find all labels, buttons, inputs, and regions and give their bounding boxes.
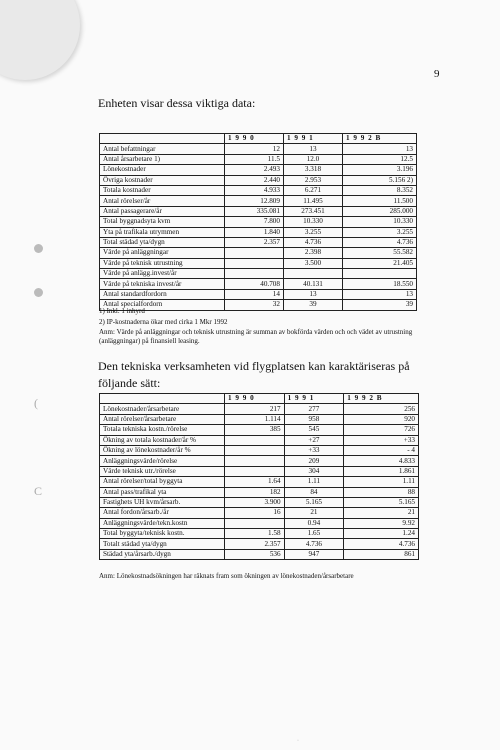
table-row <box>100 477 419 487</box>
row-label: Anläggningsvärde/tekn.kostn <box>100 518 225 528</box>
table-cell: 1.65 <box>284 529 344 539</box>
table-cell: 12.5 <box>342 154 416 164</box>
table-cell: 4.736 <box>342 237 416 247</box>
table-cell: 4.833 <box>344 456 419 466</box>
table-row <box>100 425 419 435</box>
table-row <box>100 237 417 247</box>
table-row <box>100 217 417 227</box>
row-label: Total byggnadsyta kvm <box>100 217 225 227</box>
row-label: Totalt städad yta/dygn <box>100 539 225 549</box>
row-label: Värde på anläggningar <box>100 248 225 258</box>
table-cell: 21.405 <box>342 258 416 268</box>
row-label: Antal pass/trafikal yta <box>100 487 225 497</box>
column-header: 1 9 9 2 B <box>344 394 419 404</box>
row-label: Antal rörelser/total byggyta <box>100 477 225 487</box>
table-cell: 10.330 <box>342 217 416 227</box>
table-cell: 861 <box>344 549 419 559</box>
row-label: Värde på teknisk utrustning <box>100 258 225 268</box>
table-cell: 385 <box>225 425 285 435</box>
table-cell: 13 <box>283 144 342 154</box>
row-label: Totala tekniska kostn./rörelse <box>100 425 225 435</box>
table-cell <box>225 456 285 466</box>
table-cell: 88 <box>344 487 419 497</box>
row-label: Antal specialfordorn <box>100 300 225 310</box>
table-cell: 2.953 <box>283 175 342 185</box>
table-cell <box>225 466 285 476</box>
table-row <box>100 144 417 154</box>
table-cell <box>225 518 285 528</box>
table-row <box>100 497 419 507</box>
table-cell: 2.493 <box>225 165 284 175</box>
table-cell: 335.081 <box>225 206 284 216</box>
table-cell: 182 <box>225 487 285 497</box>
table-cell: 1.64 <box>225 477 285 487</box>
column-header: 1 9 9 0 <box>225 394 285 404</box>
row-label: Övriga kostnader <box>100 175 225 185</box>
table-cell: 5.165 <box>284 497 344 507</box>
row-label: Städad yta/årsarb./dygn <box>100 549 225 559</box>
column-header: 1 9 9 1 <box>283 134 342 144</box>
table-cell: 304 <box>284 466 344 476</box>
table-cell: 4.736 <box>344 539 419 549</box>
table-cell: 1.861 <box>344 466 419 476</box>
table-cell <box>225 435 285 445</box>
table-cell: +33 <box>284 445 344 455</box>
table-cell <box>225 269 284 279</box>
table-cell <box>283 269 342 279</box>
table-cell: 39 <box>283 300 342 310</box>
row-label: Lönekostnader <box>100 165 225 175</box>
table-cell: 3.900 <box>225 497 285 507</box>
table-row <box>100 549 419 559</box>
table-cell: +27 <box>284 435 344 445</box>
table-cell: 4.736 <box>284 539 344 549</box>
table-row <box>100 414 419 424</box>
table-cell: 256 <box>344 404 419 414</box>
table-cell: 11.495 <box>283 196 342 206</box>
table-cell: 40.131 <box>283 279 342 289</box>
table-cell: 55.582 <box>342 248 416 258</box>
row-label: Ökning av totala kostnader/år % <box>100 435 225 445</box>
table-cell: 3.318 <box>283 165 342 175</box>
table-cell: 2.357 <box>225 539 285 549</box>
table-cell: 2.440 <box>225 175 284 185</box>
table-row <box>100 445 419 455</box>
table-cell: 40.708 <box>225 279 284 289</box>
table-cell: - 4 <box>344 445 419 455</box>
table-cell: 5.156 2) <box>342 175 416 185</box>
row-label: Total städad yta/dygn <box>100 237 225 247</box>
row-label: Fastighets UH kvm/årsarb. <box>100 497 225 507</box>
table-cell: 217 <box>225 404 285 414</box>
table-row <box>100 289 417 299</box>
table-cell <box>225 248 284 258</box>
table-cell: 1.24 <box>344 529 419 539</box>
edge-mark: ( <box>34 396 38 410</box>
table-cell: 0.94 <box>284 518 344 528</box>
row-label: Lönekostnader/årsarbetare <box>100 404 225 414</box>
table-row <box>100 165 417 175</box>
table-row <box>100 258 417 268</box>
table-cell: 8.352 <box>342 185 416 195</box>
table-cell <box>225 445 285 455</box>
footnote-1: 1) Inkl. 1 inhyrd <box>99 307 145 315</box>
table-cell: 84 <box>284 487 344 497</box>
table-cell: 2.357 <box>225 237 284 247</box>
column-header <box>100 394 225 404</box>
table-cell: 3.255 <box>342 227 416 237</box>
table-row <box>100 518 419 528</box>
table-cell: 11.500 <box>342 196 416 206</box>
table-cell: 1.58 <box>225 529 285 539</box>
table-row <box>100 185 417 195</box>
table-cell: 4.736 <box>283 237 342 247</box>
table-cell: 1.11 <box>284 477 344 487</box>
note-2: Anm: Lönekostnadsökningen har räknats fram som ökningen av lönekostnaden/årsarbetare <box>99 572 354 580</box>
section-heading-2: Den tekniska verksamheten vid flygplatsen kan karaktäriseras på följande sätt: <box>98 359 410 390</box>
column-header <box>100 134 225 144</box>
table-cell: 209 <box>284 456 344 466</box>
table-cell: 3.500 <box>283 258 342 268</box>
table-cell: 6.271 <box>283 185 342 195</box>
table-cell: 4.933 <box>225 185 284 195</box>
table-cell: 1.114 <box>225 414 285 424</box>
data-table-2 <box>99 393 419 560</box>
table-cell: 10.330 <box>283 217 342 227</box>
row-label: Antal fordon/årsarb./år <box>100 508 225 518</box>
table-cell <box>342 269 416 279</box>
data-table-1 <box>99 133 417 311</box>
edge-mark: C <box>34 484 43 498</box>
table-row <box>100 269 417 279</box>
punch-hole <box>34 288 43 297</box>
note-1: Anm: Värde på anläggningar och teknisk utrustning är summan av bokförda värden och och vädet av utrustning (anläggningar) på finansiell leasing. <box>99 328 413 345</box>
row-label: Antal befattningar <box>100 144 225 154</box>
table-row <box>100 487 419 497</box>
table-cell: 21 <box>284 508 344 518</box>
table-cell: 11.5 <box>225 154 284 164</box>
table-row <box>100 404 419 414</box>
table-cell: 39 <box>342 300 416 310</box>
table-row <box>100 466 419 476</box>
table-cell: 545 <box>284 425 344 435</box>
row-label: Yta på trafikala utrymmen <box>100 227 225 237</box>
table-header-row <box>100 134 417 144</box>
table-row <box>100 529 419 539</box>
table-cell: 277 <box>284 404 344 414</box>
table-cell: 1.11 <box>344 477 419 487</box>
section-heading-1: Enheten visar dessa viktiga data: <box>98 96 256 110</box>
table-cell: 947 <box>284 549 344 559</box>
table-row <box>100 435 419 445</box>
table-cell: 1.840 <box>225 227 284 237</box>
table-cell: 7.800 <box>225 217 284 227</box>
table-row <box>100 456 419 466</box>
row-label: Antal standardfordorn <box>100 289 225 299</box>
table-cell: 536 <box>225 549 285 559</box>
table-cell: 13 <box>342 289 416 299</box>
column-header: 1 9 9 2 B <box>342 134 416 144</box>
table-cell: 16 <box>225 508 285 518</box>
footnote-2: 2) IP-kostnaderna ökar med cirka 1 Mkr 1992 <box>99 318 228 326</box>
table-cell: 13 <box>283 289 342 299</box>
table-cell: 9.92 <box>344 518 419 528</box>
table-cell: 273.451 <box>283 206 342 216</box>
table-cell: 13 <box>342 144 416 154</box>
row-label: Antal rörelser/årsarbetare <box>100 414 225 424</box>
table-cell: 12.0 <box>283 154 342 164</box>
punch-hole <box>34 244 43 253</box>
table-cell: 32 <box>225 300 284 310</box>
row-label: Värde teknisk utr./rörelse <box>100 466 225 476</box>
row-label: Total byggyta/teknisk kostn. <box>100 529 225 539</box>
folded-corner <box>0 0 80 80</box>
column-header: 1 9 9 1 <box>284 394 344 404</box>
table-cell: 18.550 <box>342 279 416 289</box>
page-number: 9 <box>434 68 440 80</box>
row-label: Anläggningsvärde/rörelse <box>100 456 225 466</box>
table-row <box>100 539 419 549</box>
table-cell: 726 <box>344 425 419 435</box>
table-cell: 920 <box>344 414 419 424</box>
table-cell: 3.255 <box>283 227 342 237</box>
table-row <box>100 508 419 518</box>
table-cell: 12 <box>225 144 284 154</box>
table-cell: 5.165 <box>344 497 419 507</box>
row-label: Antal årsarbetare 1) <box>100 154 225 164</box>
table-cell: 12.809 <box>225 196 284 206</box>
row-label: Värde på tekniska invest/år <box>100 279 225 289</box>
table-cell: 2.398 <box>283 248 342 258</box>
row-label: Ökning av lönekostnader/år % <box>100 445 225 455</box>
column-header: 1 9 9 0 <box>225 134 284 144</box>
table-header-row <box>100 394 419 404</box>
table-cell: 285.000 <box>342 206 416 216</box>
table-row <box>100 279 417 289</box>
table-row <box>100 196 417 206</box>
table-cell: 3.196 <box>342 165 416 175</box>
row-label: Antal passagerare/år <box>100 206 225 216</box>
row-label: Antal rörelser/år <box>100 196 225 206</box>
table-cell <box>225 258 284 268</box>
table-row <box>100 206 417 216</box>
table-cell: 14 <box>225 289 284 299</box>
table-cell: 958 <box>284 414 344 424</box>
table-cell: +33 <box>344 435 419 445</box>
table-row <box>100 227 417 237</box>
table-row <box>100 175 417 185</box>
scan-mark: · <box>297 738 299 744</box>
table-cell: 21 <box>344 508 419 518</box>
table-row <box>100 154 417 164</box>
row-label: Värde på anlägg.invest/år <box>100 269 225 279</box>
row-label: Totala kostnader <box>100 185 225 195</box>
table-row <box>100 300 417 310</box>
table-row <box>100 248 417 258</box>
